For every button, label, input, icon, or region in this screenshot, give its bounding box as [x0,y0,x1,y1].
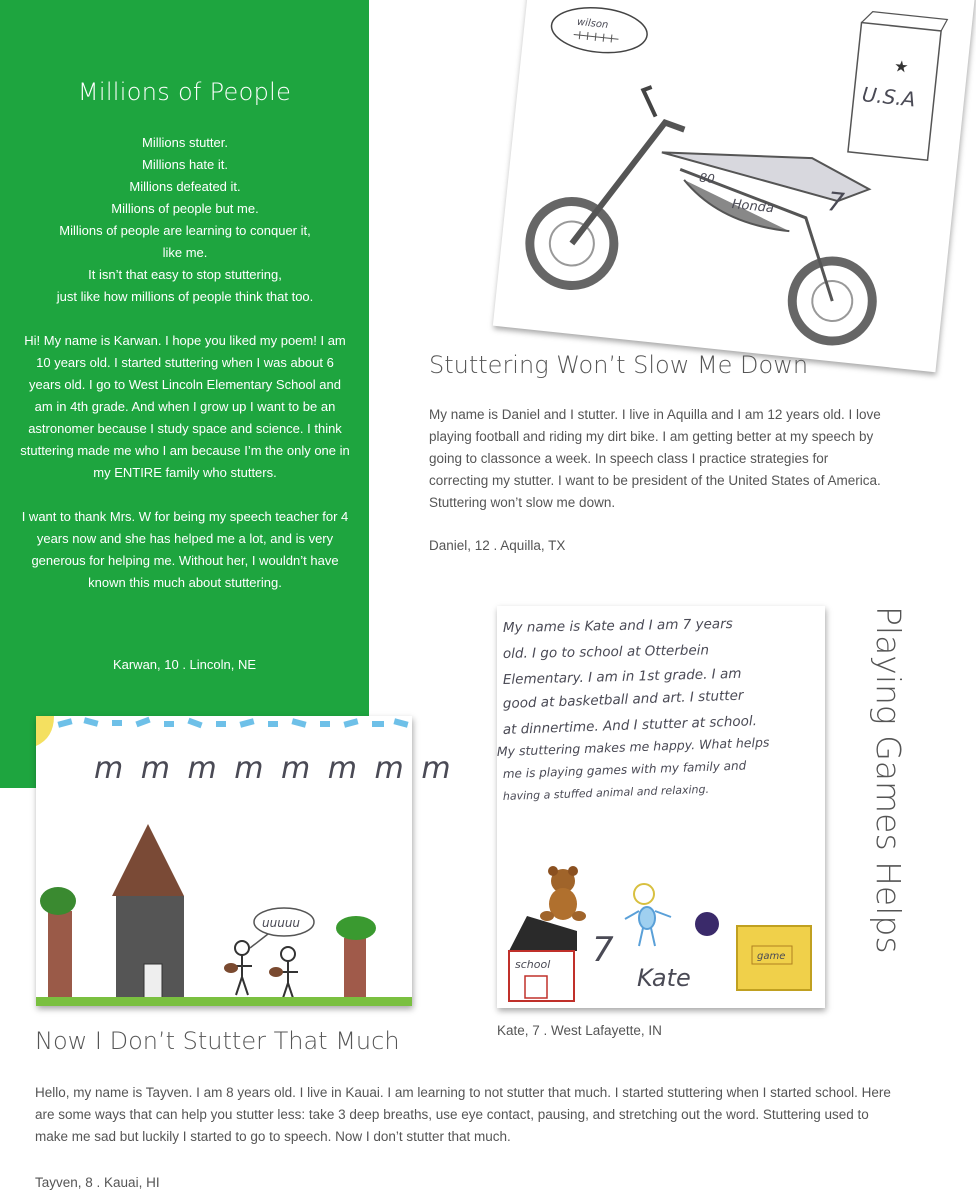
handwritten-line: My stuttering makes me happy. What helps [496,734,770,759]
poem-line: Millions hate it. [142,157,228,172]
tayven-signature: Tayven, 8 . Kauai, HI [35,1175,160,1190]
house-icon [112,824,184,1004]
daniel-title: Stuttering Won’t Slow Me Down [429,351,809,379]
poem-line: Millions of people but me. [111,201,259,216]
bike-number: 7 [826,187,846,219]
handwritten-line: me is playing games with my family and [502,758,747,781]
speech-bubble-icon [250,908,314,948]
teddy-bear-icon [540,866,586,921]
school-house-icon [509,916,577,1001]
poem-line: just like how millions of people think that too. [56,289,314,304]
daniel-body: My name is Daniel and I stutter. I live in Aquilla and I am 12 years old. I love playing football and riding my dirt bike. I am getting better at my speech by going to classonce a week. In speech class I practice strategies for correcting my stutter. I want to be president of the United States of America. Stuttering won’t slow me down. [429,407,881,510]
tayven-body: Hello, my name is Tayven. I am 8 years old. I live in Kauai. I am learning to not stutter that much. I started stuttering when I started school. Here are some ways that can help you stutter less: take 3 deep breaths, use eye contact, pausing, and stretching out the word. Stuttering used to make me sad but luckily I started to go to speech. Now I don’t stutter that much. [35,1085,891,1144]
poem-panel [0,0,369,788]
poem-line: Millions stutter. [142,135,228,150]
people-icon [224,941,298,1001]
bike-brand: Honda [731,197,775,217]
dirt-bike-icon [523,76,893,345]
speech-bubble-text: uuuuu [262,916,301,930]
birds-scribble: m m m m m m m m [94,751,455,786]
handwritten-line: good at basketball and art. I stutter [502,687,744,712]
game-box-icon [737,926,811,990]
flag-label: U.S.A [860,82,917,112]
handwritten-line: Elementary. I am in 1st grade. I am [502,665,742,688]
poem-line: It isn’t that easy to stop stuttering, [88,267,282,282]
motorcycle-drawing-art [493,0,976,372]
poem-stanza [20,132,350,308]
tayven-drawing-art [36,716,455,1006]
kate-title: Playing Games Helps [869,606,908,954]
handwritten-line: at dinnertime. And I stutter at school. [502,713,758,738]
grass-strip [36,997,412,1006]
star-icon: ★ [893,58,910,77]
kate-name-label: Kate [637,964,691,992]
tree-icon-left [40,887,76,1003]
karwan-signature: Karwan, 10 . Lincoln, NE [112,657,257,672]
girl-figure-icon [625,884,671,946]
karwan-paragraph-2: I want to thank Mrs. W for being my speech teacher for 4 years now and she has helped me a lot, and is very generous for helping me. Without her, I wouldn’t have known this much about stuttering. [21,509,349,590]
poem-line: Millions defeated it. [129,179,241,194]
handwritten-line: My name is Kate and I am 7 years [502,615,733,636]
tayven-drawing [36,716,455,1006]
poem-line: Millions of people are learning to conquer it, [59,223,311,238]
daniel-signature: Daniel, 12 . Aquilla, TX [429,538,566,553]
handwritten-line: old. I go to school at Otterbein [502,642,710,662]
poem-line: like me. [162,245,208,260]
game-label: game [757,951,786,962]
bike-size: 80 [698,170,716,187]
sky-strokes [57,717,408,728]
kate-drawing [497,606,825,1008]
motorcycle-drawing [493,0,976,372]
karwan-paragraph-1: Hi! My name is Karwan. I hope you liked my poem! I am 10 years old. I started stuttering when I was about 6 years old. I go to West Lincoln Elementary School and am in 4th grade. And when I grow up I want to be an astronomer because I study space and science. I think stuttering made me who I am because I’m the only one in my ENTIRE family who stutters. [20,333,350,480]
football-label: wilson [576,16,609,32]
kate-signature: Kate, 7 . West Lafayette, IN [497,1023,662,1038]
tayven-title: Now I Don’t Stutter That Much [35,1027,400,1055]
handwritten-line: having a stuffed animal and relaxing. [502,782,710,803]
kate-drawing-art [497,606,825,1008]
ball-icon [695,912,719,936]
school-label: school [515,958,551,971]
poem-title: Millions of People [77,78,292,106]
sun-icon [36,716,54,746]
drawing-number: 7 [592,930,614,970]
tree-icon-right [336,916,376,1004]
poem-body [20,132,350,616]
